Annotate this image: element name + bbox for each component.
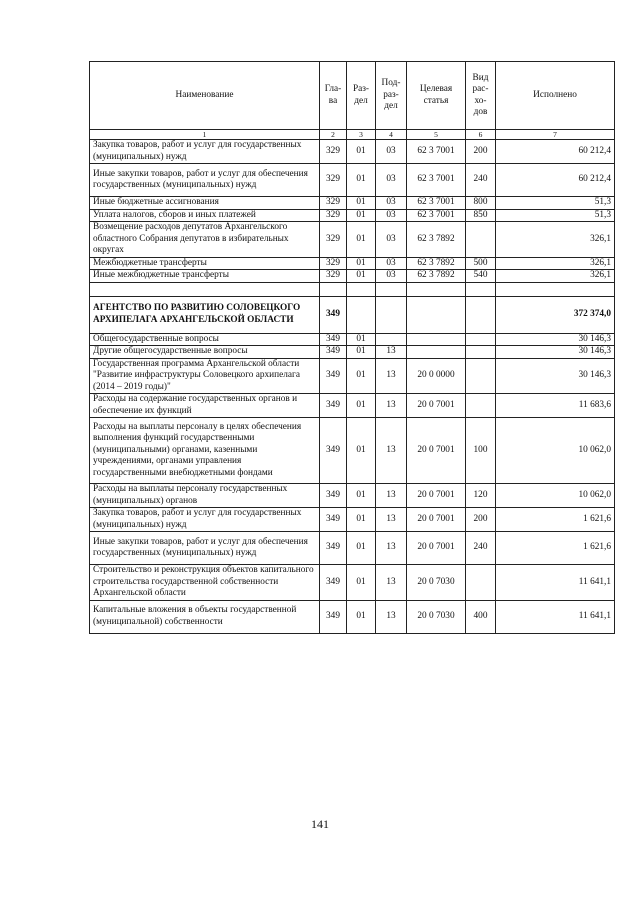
table-row — [90, 346, 615, 359]
cell-podrazdel: 13 — [376, 418, 407, 484]
cell-vid: 240 — [466, 532, 496, 565]
cell-glava: 329 — [320, 270, 347, 283]
cell-glava: 329 — [320, 257, 347, 270]
page-number: 141 — [311, 817, 329, 831]
cell-glava: 349 — [320, 296, 347, 333]
table-row — [90, 394, 615, 418]
col-number: 1 — [90, 130, 320, 140]
cell-vid — [466, 346, 496, 359]
cell-podrazdel: 13 — [376, 532, 407, 565]
table-row — [90, 333, 615, 346]
cell-razdel: 01 — [347, 197, 376, 210]
cell-razdel: 01 — [347, 222, 376, 258]
cell-razdel: 01 — [347, 164, 376, 197]
cell-name: Иные межбюджетные трансферты — [90, 270, 320, 283]
cell-name: Другие общегосударственные вопросы — [90, 346, 320, 359]
cell-razdel: 01 — [347, 532, 376, 565]
cell-podrazdel: 03 — [376, 209, 407, 222]
cell-target: 20 0 0000 — [407, 358, 466, 394]
cell-podrazdel: 13 — [376, 565, 407, 601]
cell-vid: 100 — [466, 418, 496, 484]
table-row — [90, 257, 615, 270]
cell-name: Строительство и реконструкция объектов капитального строительства государственной собственности Архангельской области — [90, 565, 320, 601]
cell-target: 62 3 7001 — [407, 140, 466, 164]
cell-value: 11 641,1 — [496, 600, 615, 633]
cell-value — [496, 282, 615, 296]
table-row — [90, 484, 615, 508]
table-row — [90, 209, 615, 222]
cell-razdel: 01 — [347, 394, 376, 418]
cell-name: Капитальные вложения в объекты государственной (муниципальной) собственности — [90, 600, 320, 633]
cell-name: Закупка товаров, работ и услуг для государственных (муниципальных) нужд — [90, 140, 320, 164]
cell-name: Возмещение расходов депутатов Архангельского областного Собрания депутатов в избирательных округах — [90, 222, 320, 258]
cell-target: 20 0 7001 — [407, 532, 466, 565]
cell-podrazdel: 13 — [376, 346, 407, 359]
cell-name: Закупка товаров, работ и услуг для государственных (муниципальных) нужд — [90, 508, 320, 532]
cell-podrazdel: 13 — [376, 484, 407, 508]
cell-glava: 329 — [320, 164, 347, 197]
budget-table — [89, 61, 615, 634]
cell-name: Иные закупки товаров, работ и услуг для обеспечения государственных (муниципальных) нужд — [90, 532, 320, 565]
cell-glava: 349 — [320, 333, 347, 346]
table-row — [90, 600, 615, 633]
table-row — [90, 296, 615, 333]
cell-razdel: 01 — [347, 508, 376, 532]
cell-razdel — [347, 296, 376, 333]
cell-value: 51,3 — [496, 209, 615, 222]
cell-vid — [466, 296, 496, 333]
cell-razdel: 01 — [347, 257, 376, 270]
cell-razdel: 01 — [347, 140, 376, 164]
cell-glava — [320, 282, 347, 296]
cell-vid — [466, 333, 496, 346]
cell-value: 10 062,0 — [496, 484, 615, 508]
header-done: Исполнено — [496, 62, 615, 130]
cell-target — [407, 282, 466, 296]
header-razdel: Раз- дел — [347, 62, 376, 130]
cell-target: 62 3 7001 — [407, 164, 466, 197]
cell-podrazdel — [376, 296, 407, 333]
cell-vid: 400 — [466, 600, 496, 633]
cell-target: 20 0 7030 — [407, 600, 466, 633]
cell-value: 372 374,0 — [496, 296, 615, 333]
table-row — [90, 197, 615, 210]
table-row — [90, 532, 615, 565]
cell-razdel: 01 — [347, 484, 376, 508]
cell-podrazdel: 13 — [376, 508, 407, 532]
table-row — [90, 270, 615, 283]
header-target: Целевая статья — [407, 62, 466, 130]
cell-glava: 329 — [320, 209, 347, 222]
cell-podrazdel: 03 — [376, 270, 407, 283]
cell-glava: 349 — [320, 346, 347, 359]
cell-vid: 200 — [466, 140, 496, 164]
cell-target — [407, 346, 466, 359]
cell-razdel: 01 — [347, 565, 376, 601]
col-number: 5 — [407, 130, 466, 140]
cell-glava: 349 — [320, 484, 347, 508]
col-number: 3 — [347, 130, 376, 140]
cell-vid: 200 — [466, 508, 496, 532]
cell-vid: 800 — [466, 197, 496, 210]
cell-value: 10 062,0 — [496, 418, 615, 484]
cell-glava: 349 — [320, 565, 347, 601]
cell-value: 326,1 — [496, 270, 615, 283]
table-row — [90, 222, 615, 258]
table-row — [90, 164, 615, 197]
header-name: Наименование — [90, 62, 320, 130]
cell-name — [90, 282, 320, 296]
cell-value: 326,1 — [496, 257, 615, 270]
header-podrazdel: Под- раз- дел — [376, 62, 407, 130]
cell-vid — [466, 358, 496, 394]
col-number: 2 — [320, 130, 347, 140]
header-vid: Вид рас- хо- дов — [466, 62, 496, 130]
cell-vid: 540 — [466, 270, 496, 283]
cell-target: 62 3 7001 — [407, 197, 466, 210]
cell-glava: 349 — [320, 508, 347, 532]
cell-podrazdel: 03 — [376, 222, 407, 258]
table-row — [90, 282, 615, 296]
cell-vid: 850 — [466, 209, 496, 222]
cell-value: 11 641,1 — [496, 565, 615, 601]
cell-value: 326,1 — [496, 222, 615, 258]
cell-razdel: 01 — [347, 209, 376, 222]
cell-target: 20 0 7001 — [407, 508, 466, 532]
cell-target — [407, 296, 466, 333]
cell-razdel: 01 — [347, 358, 376, 394]
table-row — [90, 508, 615, 532]
cell-vid: 240 — [466, 164, 496, 197]
cell-value: 60 212,4 — [496, 140, 615, 164]
cell-glava: 349 — [320, 394, 347, 418]
cell-name: АГЕНТСТВО ПО РАЗВИТИЮ СОЛОВЕЦКОГО АРХИПЕЛАГА АРХАНГЕЛЬСКОЙ ОБЛАСТИ — [90, 296, 320, 333]
cell-name: Расходы на содержание государственных органов и обеспечение их функций — [90, 394, 320, 418]
cell-value: 11 683,6 — [496, 394, 615, 418]
cell-value: 30 146,3 — [496, 346, 615, 359]
cell-razdel: 01 — [347, 333, 376, 346]
cell-target: 20 0 7001 — [407, 394, 466, 418]
cell-podrazdel: 03 — [376, 197, 407, 210]
cell-name: Уплата налогов, сборов и иных платежей — [90, 209, 320, 222]
cell-glava: 349 — [320, 358, 347, 394]
cell-value: 30 146,3 — [496, 333, 615, 346]
table-row — [90, 418, 615, 484]
cell-value: 30 146,3 — [496, 358, 615, 394]
table-header — [90, 62, 615, 140]
cell-vid — [466, 282, 496, 296]
cell-value: 1 621,6 — [496, 532, 615, 565]
cell-glava: 329 — [320, 197, 347, 210]
cell-name: Иные бюджетные ассигнования — [90, 197, 320, 210]
table-row — [90, 140, 615, 164]
cell-razdel: 01 — [347, 600, 376, 633]
cell-podrazdel: 13 — [376, 394, 407, 418]
cell-vid — [466, 222, 496, 258]
cell-vid — [466, 394, 496, 418]
col-number: 6 — [466, 130, 496, 140]
cell-podrazdel: 13 — [376, 358, 407, 394]
cell-name: Иные закупки товаров, работ и услуг для обеспечения государственных (муниципальных) нужд — [90, 164, 320, 197]
cell-razdel: 01 — [347, 270, 376, 283]
cell-target: 20 0 7030 — [407, 565, 466, 601]
cell-target: 62 3 7892 — [407, 257, 466, 270]
cell-razdel — [347, 282, 376, 296]
cell-podrazdel — [376, 333, 407, 346]
cell-name: Расходы на выплаты персоналу государственных (муниципальных) органов — [90, 484, 320, 508]
cell-glava: 349 — [320, 418, 347, 484]
cell-vid — [466, 565, 496, 601]
cell-name: Межбюджетные трансферты — [90, 257, 320, 270]
cell-name: Общегосударственные вопросы — [90, 333, 320, 346]
cell-target: 62 3 7892 — [407, 222, 466, 258]
cell-razdel: 01 — [347, 418, 376, 484]
cell-target: 62 3 7001 — [407, 209, 466, 222]
cell-vid: 500 — [466, 257, 496, 270]
cell-glava: 329 — [320, 140, 347, 164]
col-number: 4 — [376, 130, 407, 140]
cell-podrazdel — [376, 282, 407, 296]
cell-target: 20 0 7001 — [407, 418, 466, 484]
cell-target: 20 0 7001 — [407, 484, 466, 508]
cell-glava: 329 — [320, 222, 347, 258]
cell-podrazdel: 03 — [376, 164, 407, 197]
cell-name: Государственная программа Архангельской области "Развитие инфраструктуры Соловецкого архипелага (2014 – 2019 годы)" — [90, 358, 320, 394]
cell-razdel: 01 — [347, 346, 376, 359]
column-numbers-row — [90, 130, 615, 140]
cell-value: 60 212,4 — [496, 164, 615, 197]
col-number: 7 — [496, 130, 615, 140]
cell-glava: 349 — [320, 532, 347, 565]
header-glava: Гла- ва — [320, 62, 347, 130]
table-body — [90, 140, 615, 634]
cell-podrazdel: 03 — [376, 140, 407, 164]
cell-glava: 349 — [320, 600, 347, 633]
cell-name: Расходы на выплаты персоналу в целях обеспечения выполнения функций государственными (муниципальными) органами, казенными учреждениями, органами управления государственными внебюджетными фондами — [90, 418, 320, 484]
cell-target — [407, 333, 466, 346]
cell-vid: 120 — [466, 484, 496, 508]
cell-podrazdel: 03 — [376, 257, 407, 270]
table-row — [90, 565, 615, 601]
cell-target: 62 3 7892 — [407, 270, 466, 283]
cell-value: 51,3 — [496, 197, 615, 210]
cell-value: 1 621,6 — [496, 508, 615, 532]
table-row — [90, 358, 615, 394]
cell-podrazdel: 13 — [376, 600, 407, 633]
